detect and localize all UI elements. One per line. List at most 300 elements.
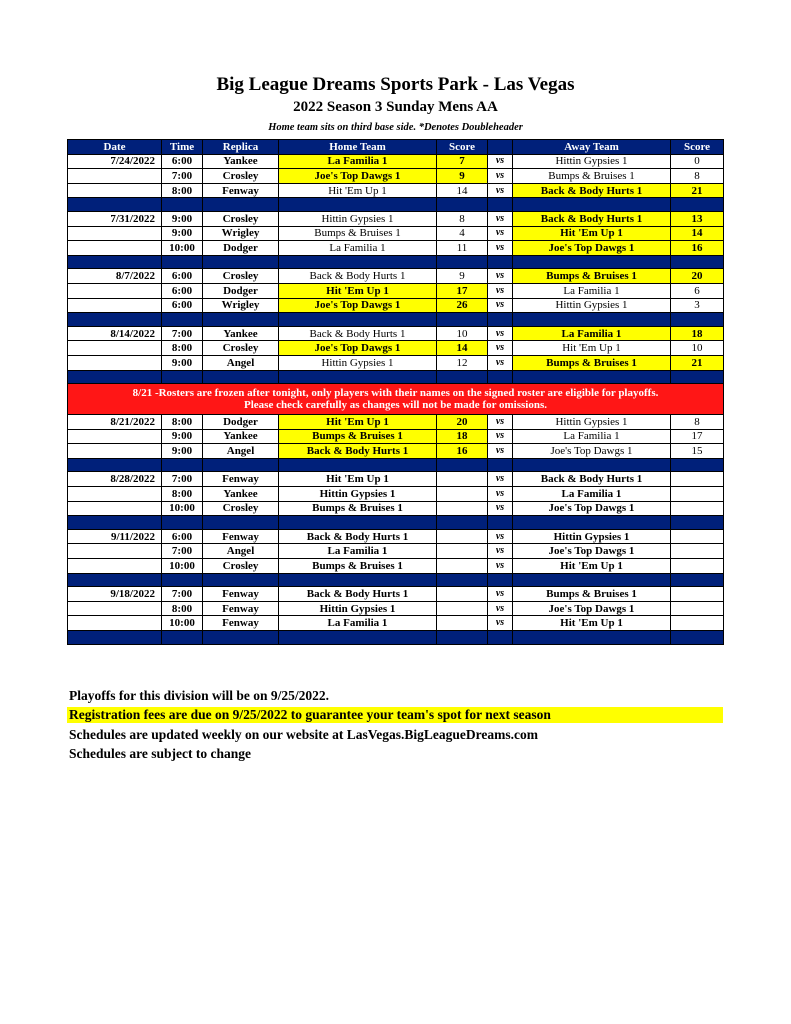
separator-cell [279, 313, 437, 327]
away-team: La Familia 1 [513, 283, 671, 298]
separator-cell [488, 573, 513, 587]
replica-field: Crosley [203, 501, 279, 516]
table-row [68, 529, 724, 544]
table-row [68, 226, 724, 241]
away-score: 0 [671, 154, 724, 169]
away-score [671, 587, 724, 602]
game-date: 8/28/2022 [68, 472, 162, 487]
replica-field: Fenway [203, 601, 279, 616]
home-team: Joe's Top Dawgs 1 [279, 298, 437, 313]
away-team: Joe's Top Dawgs 1 [513, 444, 671, 459]
home-team: Bumps & Bruises 1 [279, 501, 437, 516]
home-score: 12 [437, 355, 488, 370]
replica-field: Yankee [203, 154, 279, 169]
vs-label: vs [488, 341, 513, 356]
home-score [437, 501, 488, 516]
table-row [68, 487, 724, 502]
separator-cell [162, 370, 203, 384]
table-row [68, 326, 724, 341]
game-time: 8:00 [162, 601, 203, 616]
away-team: Back & Body Hurts 1 [513, 183, 671, 198]
home-score: 14 [437, 341, 488, 356]
game-time: 8:00 [162, 183, 203, 198]
away-score: 21 [671, 183, 724, 198]
home-score [437, 559, 488, 574]
game-time: 9:00 [162, 444, 203, 459]
week-separator-row [68, 370, 724, 384]
vs-label: vs [488, 529, 513, 544]
home-team: Back & Body Hurts 1 [279, 444, 437, 459]
table-row [68, 211, 724, 226]
replica-field: Wrigley [203, 298, 279, 313]
game-date [68, 183, 162, 198]
separator-cell [488, 458, 513, 472]
schedule-table [67, 139, 724, 645]
home-score: 10 [437, 326, 488, 341]
away-score: 16 [671, 241, 724, 256]
game-date [68, 429, 162, 444]
away-score [671, 501, 724, 516]
away-score: 6 [671, 283, 724, 298]
vs-label: vs [488, 355, 513, 370]
game-time: 6:00 [162, 283, 203, 298]
separator-cell [437, 573, 488, 587]
separator-cell [279, 458, 437, 472]
away-score [671, 529, 724, 544]
alert-line-2: Please check carefully as changes will not be made for omissions. [244, 399, 547, 412]
game-date [68, 544, 162, 559]
game-date: 7/24/2022 [68, 154, 162, 169]
away-team: Hit 'Em Up 1 [513, 559, 671, 574]
page-title: Big League Dreams Sports Park - Las Vegas [216, 74, 575, 95]
game-time: 7:00 [162, 326, 203, 341]
away-team: Bumps & Bruises 1 [513, 169, 671, 184]
week-separator-row [68, 198, 724, 212]
vs-label: vs [488, 415, 513, 430]
week-separator-row [68, 631, 724, 645]
away-score: 18 [671, 326, 724, 341]
vs-label: vs [488, 601, 513, 616]
separator-cell [488, 255, 513, 269]
separator-cell [162, 516, 203, 530]
separator-cell [437, 458, 488, 472]
separator-cell [437, 313, 488, 327]
replica-field: Yankee [203, 326, 279, 341]
replica-field: Dodger [203, 241, 279, 256]
vs-label: vs [488, 241, 513, 256]
separator-cell [671, 370, 724, 384]
vs-label: vs [488, 269, 513, 284]
separator-cell [162, 631, 203, 645]
home-team: La Familia 1 [279, 241, 437, 256]
separator-cell [671, 313, 724, 327]
separator-cell [488, 313, 513, 327]
home-score: 7 [437, 154, 488, 169]
replica-field: Angel [203, 355, 279, 370]
separator-cell [513, 458, 671, 472]
table-row [68, 616, 724, 631]
home-team: Hit 'Em Up 1 [279, 183, 437, 198]
home-team: Back & Body Hurts 1 [279, 587, 437, 602]
separator-cell [162, 313, 203, 327]
game-time: 9:00 [162, 226, 203, 241]
table-row [68, 601, 724, 616]
home-team: Bumps & Bruises 1 [279, 429, 437, 444]
col-header-vs [488, 140, 513, 155]
separator-cell [488, 631, 513, 645]
replica-field: Crosley [203, 169, 279, 184]
replica-field: Yankee [203, 487, 279, 502]
away-team: Hittin Gypsies 1 [513, 298, 671, 313]
home-score [437, 587, 488, 602]
playoffs-note: Playoffs for this division will be on 9/25/2022. [69, 688, 330, 703]
replica-field: Angel [203, 444, 279, 459]
replica-field: Fenway [203, 587, 279, 602]
away-score [671, 487, 724, 502]
vs-label: vs [488, 616, 513, 631]
game-date [68, 616, 162, 631]
away-score: 10 [671, 341, 724, 356]
game-date: 9/18/2022 [68, 587, 162, 602]
vs-label: vs [488, 587, 513, 602]
separator-cell [68, 198, 162, 212]
game-time: 8:00 [162, 487, 203, 502]
replica-field: Fenway [203, 472, 279, 487]
roster-freeze-alert-row [68, 384, 724, 415]
table-row [68, 341, 724, 356]
vs-label: vs [488, 444, 513, 459]
game-time: 8:00 [162, 415, 203, 430]
home-score: 16 [437, 444, 488, 459]
game-time: 9:00 [162, 429, 203, 444]
home-score [437, 472, 488, 487]
home-team: La Familia 1 [279, 154, 437, 169]
away-score: 3 [671, 298, 724, 313]
table-row [68, 444, 724, 459]
replica-field: Crosley [203, 559, 279, 574]
separator-cell [162, 573, 203, 587]
separator-cell [671, 573, 724, 587]
table-row [68, 283, 724, 298]
away-score: 17 [671, 429, 724, 444]
away-score [671, 472, 724, 487]
separator-cell [437, 516, 488, 530]
separator-cell [162, 255, 203, 269]
table-row [68, 298, 724, 313]
replica-field: Wrigley [203, 226, 279, 241]
col-header-away-team: Away Team [513, 140, 671, 155]
home-score [437, 544, 488, 559]
separator-cell [203, 313, 279, 327]
separator-cell [279, 516, 437, 530]
game-date: 7/31/2022 [68, 211, 162, 226]
away-score: 14 [671, 226, 724, 241]
separator-cell [671, 631, 724, 645]
away-team: La Familia 1 [513, 326, 671, 341]
separator-cell [437, 370, 488, 384]
away-team: Bumps & Bruises 1 [513, 355, 671, 370]
home-team: Back & Body Hurts 1 [279, 529, 437, 544]
home-score [437, 529, 488, 544]
game-time: 6:00 [162, 154, 203, 169]
away-team: Back & Body Hurts 1 [513, 472, 671, 487]
away-team: La Familia 1 [513, 429, 671, 444]
table-row [68, 269, 724, 284]
separator-cell [488, 516, 513, 530]
col-header-replica: Replica [203, 140, 279, 155]
replica-field: Angel [203, 544, 279, 559]
home-team: Joe's Top Dawgs 1 [279, 169, 437, 184]
home-team-note: Home team sits on third base side. *Denotes Doubleheader [268, 122, 523, 133]
vs-label: vs [488, 298, 513, 313]
game-time: 8:00 [162, 341, 203, 356]
separator-cell [513, 370, 671, 384]
separator-cell [488, 198, 513, 212]
away-score: 15 [671, 444, 724, 459]
game-date: 8/7/2022 [68, 269, 162, 284]
home-score: 26 [437, 298, 488, 313]
home-score: 18 [437, 429, 488, 444]
home-team: Back & Body Hurts 1 [279, 269, 437, 284]
game-time: 9:00 [162, 211, 203, 226]
game-date [68, 241, 162, 256]
game-time: 10:00 [162, 559, 203, 574]
replica-field: Yankee [203, 429, 279, 444]
home-team: Joe's Top Dawgs 1 [279, 341, 437, 356]
home-score: 4 [437, 226, 488, 241]
away-score [671, 544, 724, 559]
separator-cell [203, 631, 279, 645]
week-separator-row [68, 313, 724, 327]
replica-field: Dodger [203, 415, 279, 430]
separator-cell [437, 255, 488, 269]
game-time: 10:00 [162, 616, 203, 631]
replica-field: Crosley [203, 211, 279, 226]
game-time: 6:00 [162, 529, 203, 544]
home-team: Bumps & Bruises 1 [279, 226, 437, 241]
game-date [68, 501, 162, 516]
away-team: Hittin Gypsies 1 [513, 415, 671, 430]
separator-cell [488, 370, 513, 384]
away-team: Bumps & Bruises 1 [513, 587, 671, 602]
vs-label: vs [488, 183, 513, 198]
col-header-away-score: Score [671, 140, 724, 155]
separator-cell [203, 255, 279, 269]
game-time: 7:00 [162, 544, 203, 559]
home-team: Hittin Gypsies 1 [279, 601, 437, 616]
separator-cell [437, 631, 488, 645]
table-row [68, 587, 724, 602]
week-separator-row [68, 573, 724, 587]
home-team: Hittin Gypsies 1 [279, 355, 437, 370]
separator-cell [671, 516, 724, 530]
separator-cell [513, 313, 671, 327]
separator-cell [279, 631, 437, 645]
separator-cell [513, 255, 671, 269]
home-team: Hittin Gypsies 1 [279, 211, 437, 226]
away-team: Hit 'Em Up 1 [513, 341, 671, 356]
col-header-home-team: Home Team [279, 140, 437, 155]
vs-label: vs [488, 326, 513, 341]
home-team: Hit 'Em Up 1 [279, 283, 437, 298]
vs-label: vs [488, 154, 513, 169]
replica-field: Fenway [203, 183, 279, 198]
separator-cell [279, 573, 437, 587]
separator-cell [68, 255, 162, 269]
game-time: 7:00 [162, 169, 203, 184]
separator-cell [279, 198, 437, 212]
home-score: 17 [437, 283, 488, 298]
away-score [671, 601, 724, 616]
home-score [437, 616, 488, 631]
home-score: 20 [437, 415, 488, 430]
week-separator-row [68, 255, 724, 269]
alert-line-1: 8/21 -Rosters are frozen after tonight, only players with their names on the signed roster are eligible for playoffs. [132, 387, 659, 400]
separator-cell [68, 631, 162, 645]
schedule-body [68, 140, 724, 645]
game-date [68, 355, 162, 370]
separator-cell [68, 573, 162, 587]
game-date [68, 487, 162, 502]
replica-field: Fenway [203, 529, 279, 544]
table-header-row [68, 140, 724, 155]
away-score: 8 [671, 169, 724, 184]
registration-note: Registration fees are due on 9/25/2022 to guarantee your team's spot for next season [67, 707, 723, 723]
replica-field: Fenway [203, 616, 279, 631]
replica-field: Dodger [203, 283, 279, 298]
replica-field: Crosley [203, 341, 279, 356]
away-team: Joe's Top Dawgs 1 [513, 601, 671, 616]
vs-label: vs [488, 559, 513, 574]
home-team: Bumps & Bruises 1 [279, 559, 437, 574]
separator-cell [279, 370, 437, 384]
home-team: Hittin Gypsies 1 [279, 487, 437, 502]
separator-cell [513, 573, 671, 587]
week-separator-row [68, 516, 724, 530]
away-team: Back & Body Hurts 1 [513, 211, 671, 226]
week-separator-row [68, 458, 724, 472]
away-team: La Familia 1 [513, 487, 671, 502]
vs-label: vs [488, 501, 513, 516]
game-date: 9/11/2022 [68, 529, 162, 544]
separator-cell [203, 198, 279, 212]
vs-label: vs [488, 211, 513, 226]
away-team: Hittin Gypsies 1 [513, 529, 671, 544]
away-team: Hit 'Em Up 1 [513, 616, 671, 631]
game-time: 7:00 [162, 587, 203, 602]
separator-cell [203, 516, 279, 530]
away-team: Joe's Top Dawgs 1 [513, 241, 671, 256]
roster-freeze-alert [68, 384, 724, 415]
table-row [68, 544, 724, 559]
home-team: La Familia 1 [279, 544, 437, 559]
home-score [437, 487, 488, 502]
table-row [68, 241, 724, 256]
game-date: 8/21/2022 [68, 415, 162, 430]
home-score: 9 [437, 169, 488, 184]
home-score: 8 [437, 211, 488, 226]
table-row [68, 355, 724, 370]
game-date [68, 559, 162, 574]
col-header-date: Date [68, 140, 162, 155]
away-score: 20 [671, 269, 724, 284]
separator-cell [68, 458, 162, 472]
separator-cell [671, 255, 724, 269]
separator-cell [162, 198, 203, 212]
separator-cell [671, 198, 724, 212]
game-time: 6:00 [162, 269, 203, 284]
separator-cell [68, 313, 162, 327]
separator-cell [203, 370, 279, 384]
game-date [68, 169, 162, 184]
home-score [437, 601, 488, 616]
separator-cell [279, 255, 437, 269]
game-time: 6:00 [162, 298, 203, 313]
home-score: 9 [437, 269, 488, 284]
away-score: 21 [671, 355, 724, 370]
home-team: Hit 'Em Up 1 [279, 415, 437, 430]
separator-cell [203, 573, 279, 587]
separator-cell [68, 370, 162, 384]
col-header-home-score: Score [437, 140, 488, 155]
home-team: Hit 'Em Up 1 [279, 472, 437, 487]
vs-label: vs [488, 169, 513, 184]
table-row [68, 415, 724, 430]
home-score: 14 [437, 183, 488, 198]
game-date [68, 341, 162, 356]
separator-cell [513, 516, 671, 530]
away-score [671, 559, 724, 574]
vs-label: vs [488, 544, 513, 559]
game-time: 7:00 [162, 472, 203, 487]
vs-label: vs [488, 472, 513, 487]
away-team: Hit 'Em Up 1 [513, 226, 671, 241]
page-subtitle: 2022 Season 3 Sunday Mens AA [293, 99, 498, 115]
game-date [68, 283, 162, 298]
game-date [68, 298, 162, 313]
game-time: 10:00 [162, 501, 203, 516]
vs-label: vs [488, 283, 513, 298]
col-header-time: Time [162, 140, 203, 155]
schedule-change-note: Schedules are subject to change [69, 746, 251, 761]
vs-label: vs [488, 226, 513, 241]
game-time: 9:00 [162, 355, 203, 370]
away-team: Hittin Gypsies 1 [513, 154, 671, 169]
home-team: La Familia 1 [279, 616, 437, 631]
separator-cell [162, 458, 203, 472]
separator-cell [437, 198, 488, 212]
game-date [68, 226, 162, 241]
home-score: 11 [437, 241, 488, 256]
schedule-updates-note: Schedules are updated weekly on our website at LasVegas.BigLeagueDreams.com [69, 727, 539, 742]
vs-label: vs [488, 487, 513, 502]
away-score [671, 616, 724, 631]
table-row [68, 154, 724, 169]
vs-label: vs [488, 429, 513, 444]
separator-cell [513, 631, 671, 645]
table-row [68, 169, 724, 184]
separator-cell [513, 198, 671, 212]
replica-field: Crosley [203, 269, 279, 284]
table-row [68, 429, 724, 444]
away-score: 8 [671, 415, 724, 430]
table-row [68, 472, 724, 487]
table-row [68, 183, 724, 198]
table-row [68, 559, 724, 574]
game-date [68, 444, 162, 459]
separator-cell [203, 458, 279, 472]
separator-cell [68, 516, 162, 530]
